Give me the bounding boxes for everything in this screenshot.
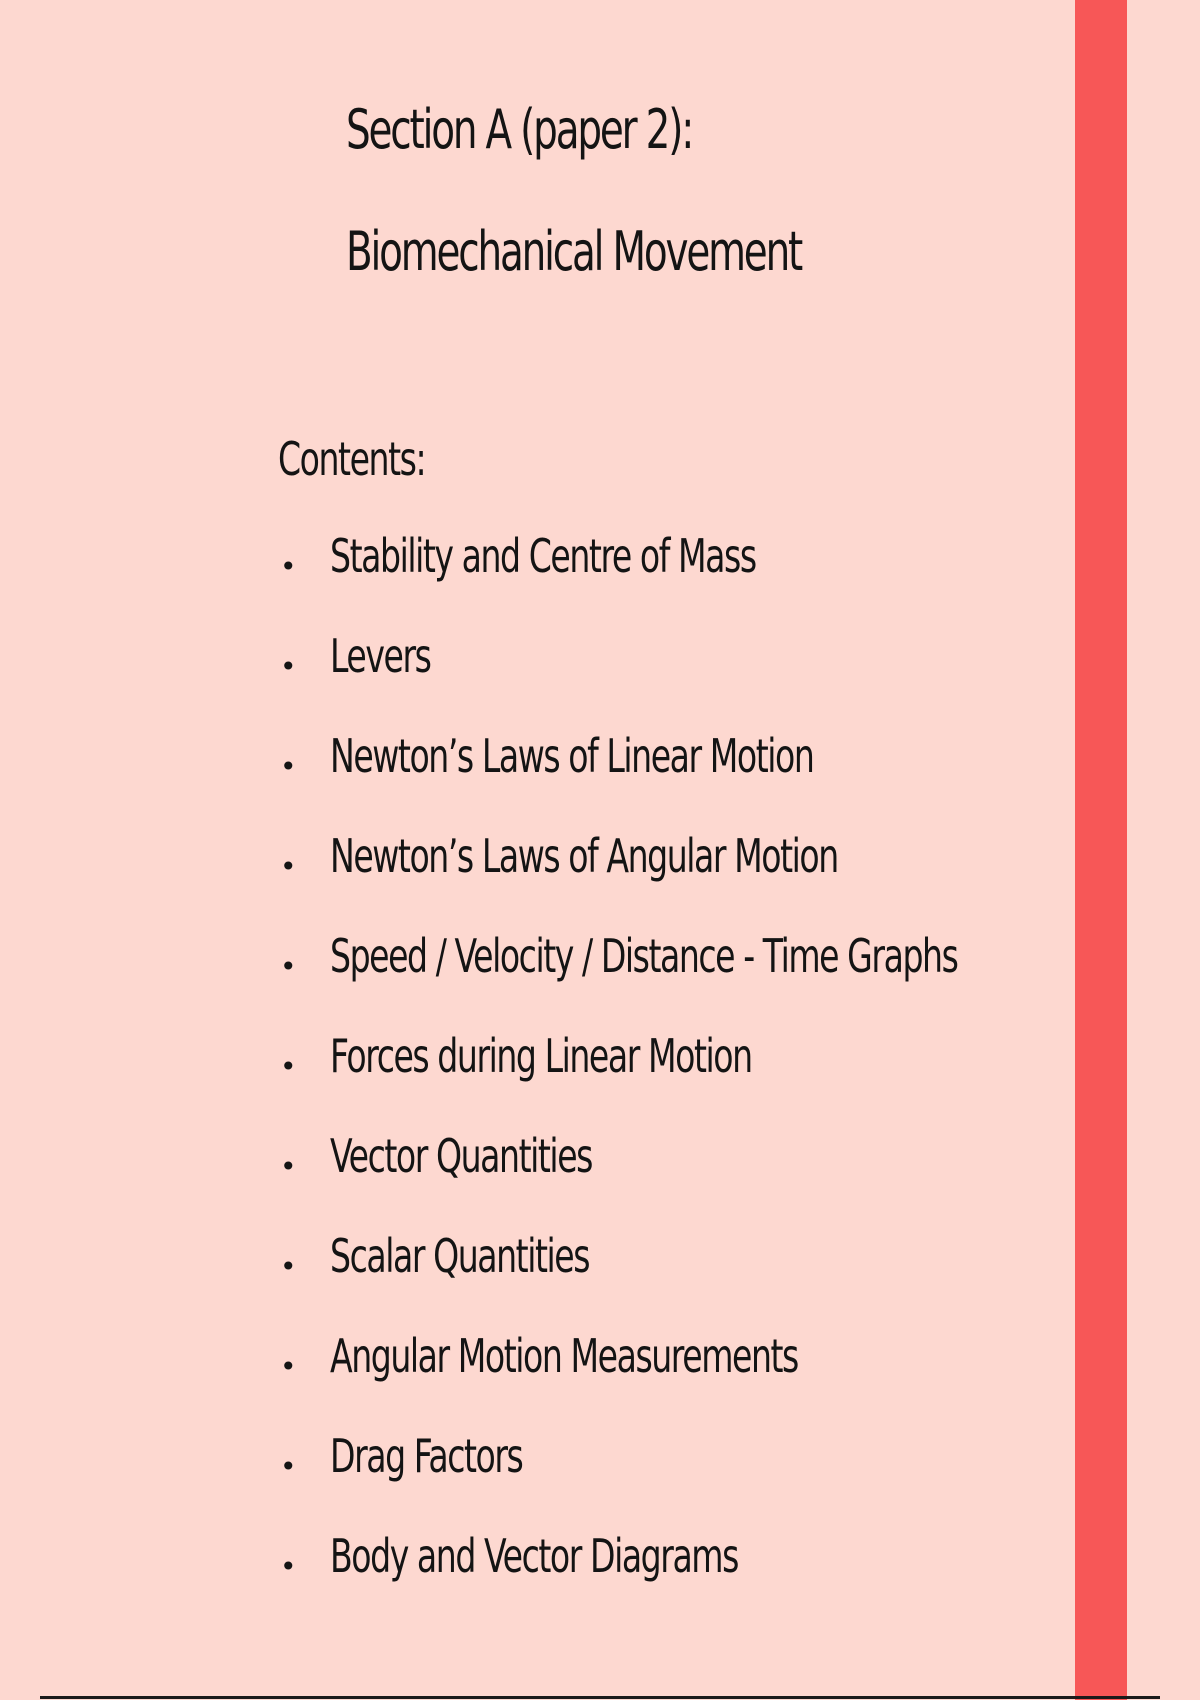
contents-item-text: Angular Motion Measurements [330,1329,798,1383]
bullet-icon: • [280,1050,297,1083]
side-stripe [1075,0,1127,1700]
contents-item-text: Newton’s Laws of Angular Motion [330,829,838,883]
bullet-icon: • [280,1550,297,1583]
bullet-icon: • [280,550,297,583]
title-block [346,100,978,344]
contents-item-text: Speed / Velocity / Distance - Time Graphs [330,929,958,983]
bottom-rule [40,1696,1160,1699]
contents-item-text: Stability and Centre of Mass [330,529,756,583]
bullet-icon: • [280,1150,297,1183]
contents-item-text: Newton’s Laws of Linear Motion [330,729,814,783]
contents-item-text: Levers [330,629,431,683]
bullet-icon: • [280,850,297,883]
bullet-icon: • [280,1450,297,1483]
bullet-icon: • [280,1250,297,1283]
title-line-1: Section A (paper 2): [346,98,693,161]
contents-item-text: Body and Vector Diagrams [330,1529,738,1583]
bullet-icon: • [280,750,297,783]
contents-item-text: Scalar Quantities [330,1229,590,1283]
title-line-2: Biomechanical Movement [346,220,802,283]
contents-heading: Contents: [278,432,426,486]
contents-item-text: Drag Factors [330,1429,523,1483]
contents-item-text: Vector Quantities [330,1129,592,1183]
bullet-icon: • [280,1350,297,1383]
bullet-icon: • [280,950,297,983]
contents-item-text: Forces during Linear Motion [330,1029,752,1083]
bullet-icon: • [280,650,297,683]
